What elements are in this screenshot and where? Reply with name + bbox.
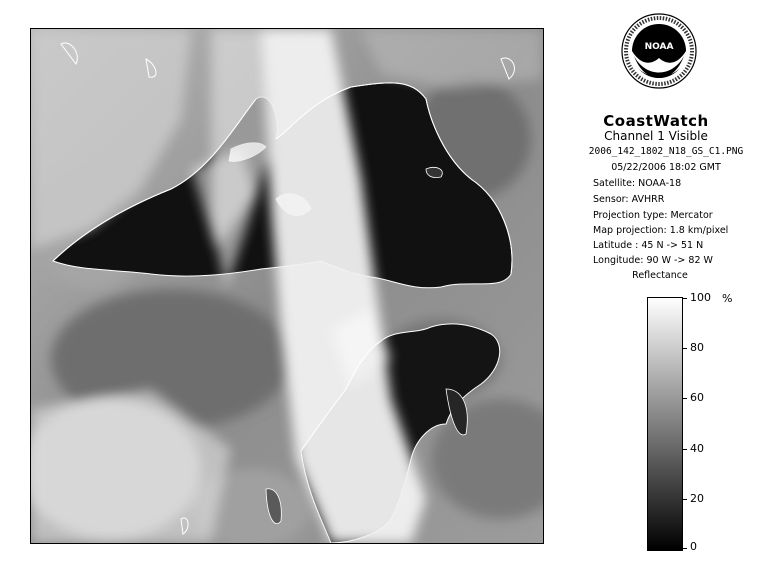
satellite-map xyxy=(30,28,544,544)
logo-text: NOAA xyxy=(644,42,674,52)
colorbar xyxy=(647,297,683,551)
colorbar-tick xyxy=(682,348,687,349)
noaa-logo xyxy=(620,12,698,110)
longitude-label: Longitude: 90 W -> 82 W xyxy=(593,255,713,266)
channel-label: Channel 1 Visible xyxy=(604,129,708,143)
colorbar-tick-label: 60 xyxy=(690,391,704,404)
colorbar-tick xyxy=(682,548,687,549)
map-projection-label: Map projection: 1.8 km/pixel xyxy=(593,225,729,236)
colorbar-tick-label: 40 xyxy=(690,442,704,455)
colorbar-tick xyxy=(682,449,687,450)
projection-type-label: Projection type: Mercator xyxy=(593,210,713,221)
satellite-label: Satellite: NOAA-18 xyxy=(593,178,682,189)
colorbar-tick xyxy=(682,298,687,299)
colorbar-tick xyxy=(682,398,687,399)
satellite-image xyxy=(31,29,543,543)
app-title: CoastWatch xyxy=(603,112,709,130)
colorbar-tick-label: 100 xyxy=(690,291,711,304)
colorbar-unit: % xyxy=(722,292,733,305)
noaa-emblem-icon xyxy=(620,12,698,110)
colorbar-tick-label: 80 xyxy=(690,341,704,354)
sensor-label: Sensor: AVHRR xyxy=(593,194,665,205)
colorbar-title: Reflectance xyxy=(632,270,688,281)
datetime-label: 05/22/2006 18:02 GMT xyxy=(611,162,721,173)
colorbar-tick-label: 20 xyxy=(690,492,704,505)
latitude-label: Latitude : 45 N -> 51 N xyxy=(593,240,704,251)
file-name: 2006_142_1802_N18_GS_C1.PNG xyxy=(588,146,744,157)
colorbar-tick-label: 0 xyxy=(690,540,697,553)
colorbar-tick xyxy=(682,499,687,500)
